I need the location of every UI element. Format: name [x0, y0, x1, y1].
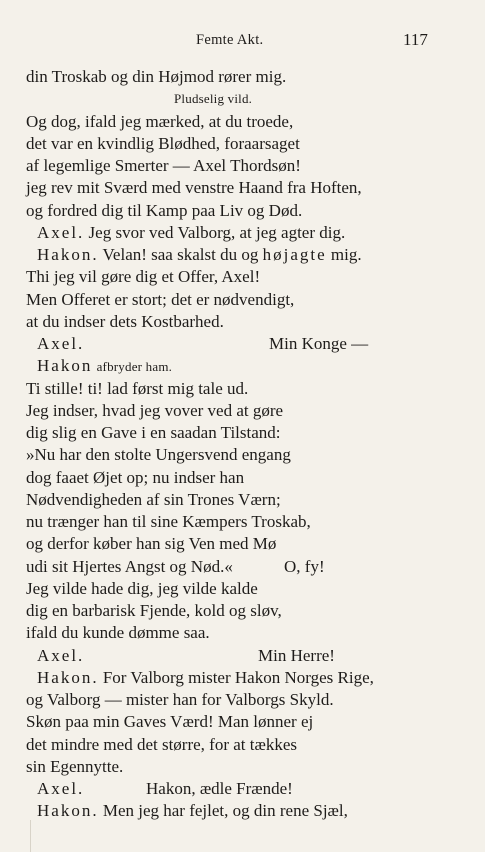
speech-line: Hakon. Velan! saa skalst du og højagte mig. [37, 245, 362, 264]
text-line: Nødvendigheden af sin Trones Værn; [26, 489, 281, 509]
text-line: af legemlige Smerter — Axel Thordsøn! [26, 156, 301, 175]
page-gutter-mark [0, 820, 31, 852]
text-block [26, 66, 466, 823]
speech-line: Axel. Hakon, ædle Frænde! [37, 779, 293, 798]
text-line: det mindre med det større, for at tækkes [26, 734, 297, 754]
stage-direction: afbryder ham. [96, 359, 173, 375]
speaker-name: Hakon. [37, 801, 99, 821]
text-line: og derfor køber han sig Ven med Mø [26, 534, 277, 554]
text-line: Jeg vilde hade dig, jeg vilde kalde [26, 578, 258, 598]
text-line: »Nu har den stolte Ungersvend engang [26, 445, 291, 465]
text-line: dig slig en Gave i en saadan Tilstand: [26, 423, 281, 442]
text-line: og Valborg — mister han for Valborgs Skyld. [26, 690, 334, 709]
text-line: ifald du kunde dømme saa. [26, 623, 210, 643]
speaker-name: Axel. [37, 222, 85, 242]
text-line: jeg rev mit Sværd med venstre Haand fra Hoften, [26, 178, 362, 198]
text-line: og fordred dig til Kamp paa Liv og Død. [26, 200, 303, 220]
text-line: Og dog, ifald jeg mærked, at du troede, [26, 111, 294, 131]
text-line: Thi jeg vil gøre dig et Offer, Axel! [26, 267, 261, 287]
speech-line: Axel. Min Herre! [37, 645, 335, 665]
text-line: Ti stille! ti! lad først mig tale ud. [26, 378, 249, 398]
text-line: Skøn paa min Gaves Værd! Man lønner ej [26, 712, 314, 732]
emphasis: højagte [262, 245, 327, 264]
running-head [0, 32, 485, 54]
speaker-name: Axel. [37, 645, 85, 665]
page-number: 117 [403, 30, 428, 49]
speaker-name: Axel. [37, 779, 85, 798]
speech-line: Axel. Min Konge — [37, 334, 369, 353]
speech-line: Hakon. Men jeg har fejlet, og din rene Sjæl, [37, 801, 348, 821]
text-line: at du indser dets Kostbarhed. [26, 311, 224, 331]
speaker-name: Hakon. [37, 667, 99, 687]
text-line: dog faaet Øjet op; nu indser han [26, 467, 245, 487]
text-line: nu trænger han til sine Kæmpers Troskab, [26, 512, 311, 531]
running-title: Femte Akt. [196, 32, 264, 48]
speaker-name: Hakon. [37, 245, 99, 264]
speech-line [26, 355, 466, 377]
speaker-name: Hakon [37, 356, 93, 376]
text-line: det var en kvindlig Blødhed, foraarsaget [26, 133, 300, 153]
text-line: sin Egennytte. [26, 756, 124, 776]
text-line: dig en barbarisk Fjende, kold og sløv, [26, 601, 282, 620]
text-line: udi sit Hjertes Angst og Nød.« O, fy! [26, 556, 325, 576]
text-line: din Troskab og din Højmod rører mig. [26, 67, 287, 86]
stage-direction: Pludselig vild. [174, 91, 253, 107]
speaker-name: Axel. [37, 334, 85, 353]
text-line: Men Offeret er stort; det er nødvendigt, [26, 289, 295, 309]
speech-line: Hakon. For Valborg mister Hakon Norges Rige, [37, 667, 374, 687]
speech-line: Axel. Jeg svor ved Valborg, at jeg agter dig. [37, 222, 346, 242]
text-line: Jeg indser, hvad jeg vover ved at gøre [26, 400, 284, 420]
